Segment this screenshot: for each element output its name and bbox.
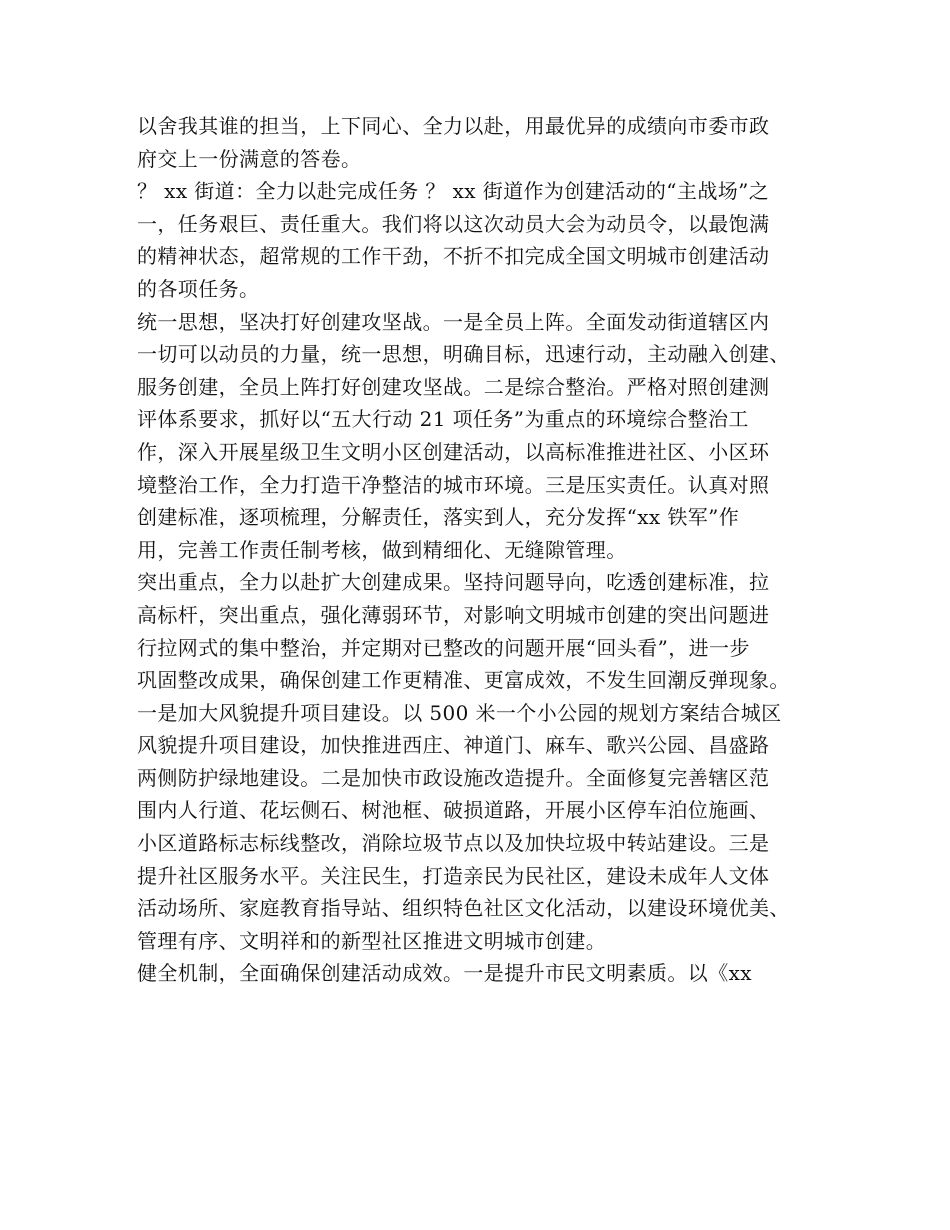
text-line: 府交上一份满意的答卷。 xyxy=(137,146,362,171)
text-line: 小区道路标志标线整改，消除垃圾节点以及加快垃圾中转站建设。三是 xyxy=(137,831,770,856)
text-line: 用，完善工作责任制考核，做到精细化、无缝隙管理。 xyxy=(137,537,627,562)
text-line: 以舍我其谁的担当，上下同心、全力以赴，用最优异的成绩向市委市政 xyxy=(137,114,770,138)
body-text xyxy=(137,110,837,990)
text-line: 作，深入开展星级卫生文明小区创建活动，以高标准推进社区、小区环 xyxy=(137,439,770,464)
text-line: 健全机制，全面确保创建活动成效。一是提升市民文明素质。以《xx xyxy=(137,961,752,986)
text-line: 围内人行道、花坛侧石、树池框、破损道路，开展小区停车泊位施画、 xyxy=(137,798,770,823)
text-line: 活动场所、家庭教育指导站、组织特色社区文化活动，以建设环境优美、 xyxy=(137,896,790,921)
text-line: 一，任务艰巨、责任重大。我们将以这次动员大会为动员令，以最饱满 xyxy=(137,211,770,236)
text-line: 境整治工作，全力打造干净整洁的城市环境。三是压实责任。认真对照 xyxy=(137,472,770,497)
text-line: 风貌提升项目建设，加快推进西庄、神道门、麻车、歌兴公园、昌盛路 xyxy=(137,733,770,758)
text-line: 服务创建，全员上阵打好创建攻坚战。二是综合整治。严格对照创建测 xyxy=(137,374,770,399)
text-line: 提升社区服务水平。关注民生，打造亲民为民社区，建设未成年人文体 xyxy=(137,863,770,888)
text-line: 的精神状态，超常规的工作干劲，不折不扣完成全国文明城市创建活动 xyxy=(137,244,770,269)
text-line: 高标杆，突出重点，强化薄弱环节，对影响文明城市创建的突出问题进 xyxy=(137,602,770,627)
text-line: 一切可以动员的力量，统一思想，明确目标，迅速行动，主动融入创建、 xyxy=(137,342,790,367)
text-line: 创建标准，逐项梳理，分解责任，落实到人，充分发挥“xx 铁军”作 xyxy=(137,505,740,530)
text-line: 突出重点，全力以赴扩大创建成果。坚持问题导向，吃透创建标准，拉 xyxy=(137,570,770,595)
text-line: 管理有序、文明祥和的新型社区推进文明城市创建。 xyxy=(137,928,607,953)
text-line: 巩固整改成果，确保创建工作更精准、更富成效，不发生回潮反弹现象。 xyxy=(137,668,790,693)
text-line: 两侧防护绿地建设。二是加快市政设施改造提升。全面修复完善辖区范 xyxy=(137,765,770,790)
text-line: 行拉网式的集中整治，并定期对已整改的问题开展“回头看”，进一步 xyxy=(137,635,750,660)
text-line: 一是加大风貌提升项目建设。以 500 米一个小公园的规划方案结合城区 xyxy=(137,700,782,725)
text-line: ？ xx 街道：全力以赴完成任务 ？ xx 街道作为创建活动的“主战场”之 xyxy=(137,179,770,204)
text-line: 统一思想，坚决打好创建攻坚战。一是全员上阵。全面发动街道辖区内 xyxy=(137,309,770,334)
text-line: 评体系要求，抓好以“五大行动 21 项任务”为重点的环境综合整治工 xyxy=(137,407,749,432)
text-line: 的各项任务。 xyxy=(137,276,260,301)
